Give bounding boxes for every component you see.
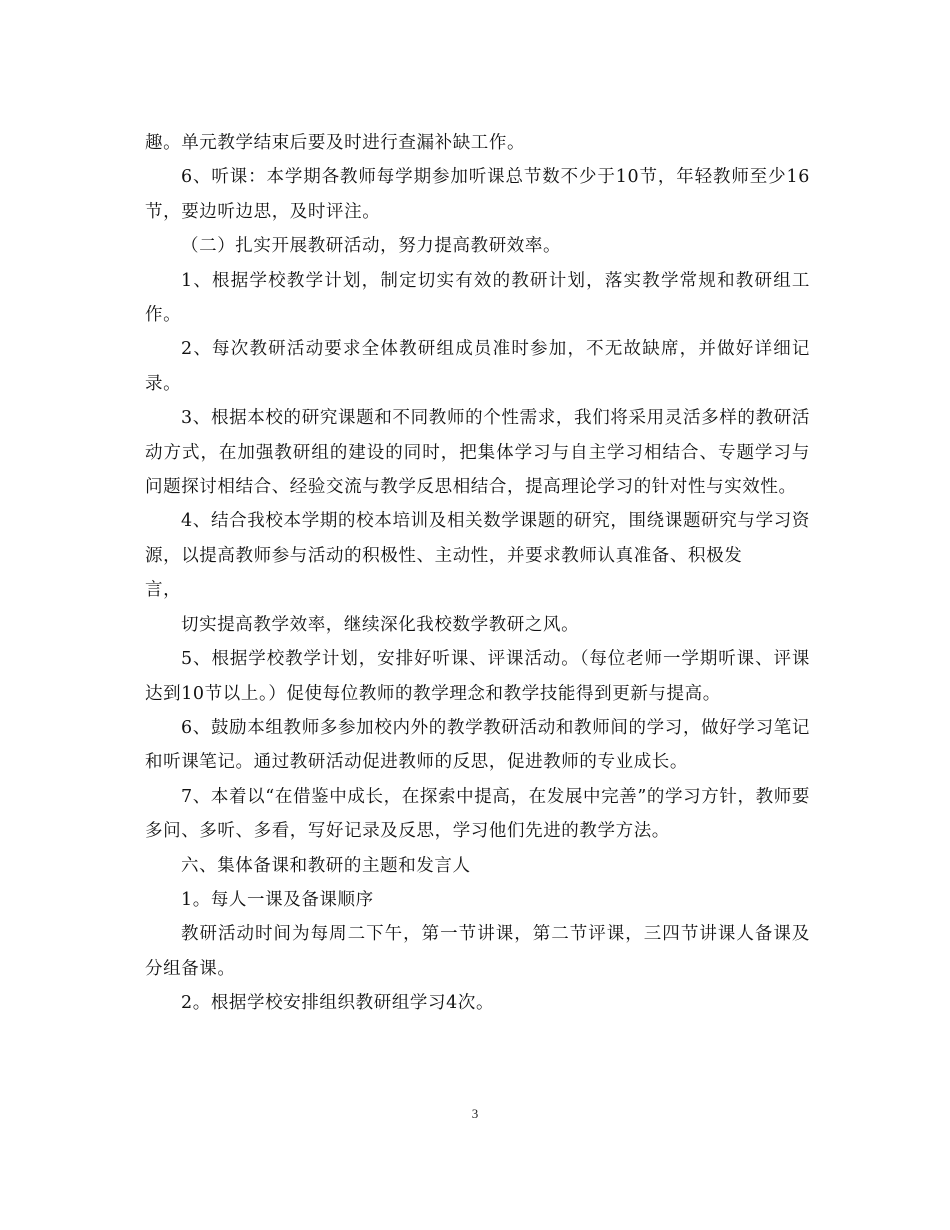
- section-heading-collective-lesson-prep: 六、集体备课和教研的主题和发言人: [181, 855, 471, 876]
- paragraph-lesson-observation: 6、听课：本学期各教师每学期参加听课总节数不少于10节，年轻教师至少16节，要边听边思，及时评注。: [145, 167, 810, 222]
- paragraph-item-5: 5、根据学校教学计划，安排好听课、评课活动。（每位老师一学期听课、评课达到10节以上。）促使每位教师的教学理念和教学技能得到更新与提高。: [145, 649, 810, 704]
- paragraph-activity-schedule: 教研活动时间为每周二下午，第一节讲课，第二节评课，三四节讲课人备课及分组备课。: [145, 924, 810, 979]
- paragraph-continuation: 趣。单元教学结束后要及时进行查漏补缺工作。: [145, 133, 526, 153]
- paragraph-item-1: 1、根据学校教学计划，制定切实有效的教研计划，落实教学常规和教研组工作。: [145, 270, 810, 326]
- subheading-group-study: 2。根据学校安排组织教研组学习4次。: [181, 993, 495, 1014]
- paragraph-item-7: 7、本着以“在借鉴中成长，在探索中提高，在发展中完善”的学习方针，教师要多问、多听、多看，写好记录及反思，学习他们先进的教学方法。: [145, 786, 810, 842]
- section-heading-teaching-research: （二）扎实开展教研活动，努力提高教研效率。: [181, 236, 562, 257]
- paragraph-item-2: 2、每次教研活动要求全体教研组成员准时参加，不无故缺席，并做好详细记录。: [145, 339, 810, 394]
- paragraph-item-6: 6、鼓励本组教师多参加校内外的教学教研活动和教师间的学习，做好学习笔记和听课笔记。通过教研活动促进教师的反思，促进教师的专业成长。: [145, 717, 810, 773]
- paragraph-item-3: 3、根据本校的研究课题和不同教师的个性需求，我们将采用灵活多样的教研活动方式，在加强教研组的建设的同时，把集体学习与自主学习相结合、专题学习与问题探讨相结合、经验交流与教学反思相结合，提高理论学习的针对性与实效性。: [145, 408, 810, 498]
- document-body: [145, 126, 810, 1021]
- page-number: 3: [471, 1106, 479, 1121]
- paragraph-item-4-continued: 切实提高教学效率，继续深化我校数学教研之风。: [181, 614, 580, 635]
- paragraph-item-4: 4、结合我校本学期的校本培训及相关数学课题的研究，围绕课题研究与学习资源，以提高教师参与活动的积极性、主动性，并要求教师认真准备、积极发: [145, 511, 810, 566]
- subheading-lesson-order: 1。每人一课及备课顺序: [181, 889, 374, 910]
- paragraph-item-4-wrap: 言，: [145, 580, 182, 601]
